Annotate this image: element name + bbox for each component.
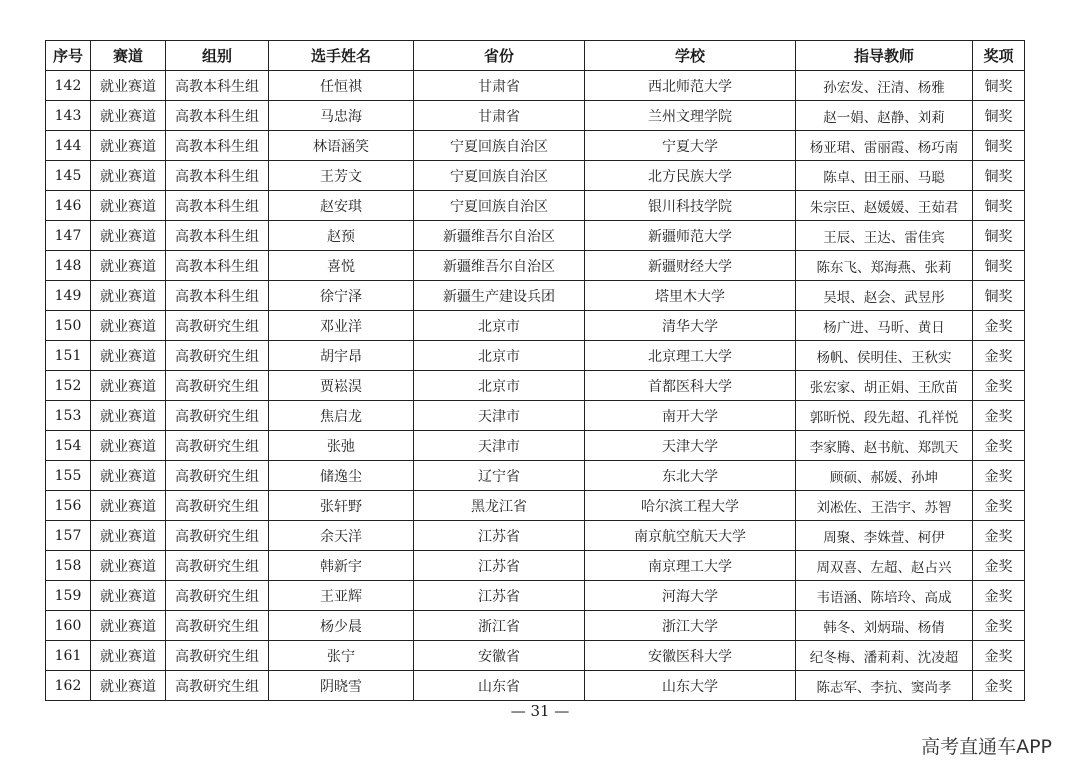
cell-contestant: 王芳文 (269, 161, 414, 191)
cell-school: 浙江大学 (585, 611, 796, 641)
table-header-row (46, 41, 1025, 71)
cell-school: 新疆师范大学 (585, 221, 796, 251)
cell-track: 就业赛道 (91, 461, 166, 491)
cell-province: 江苏省 (414, 521, 585, 551)
cell-track: 就业赛道 (91, 671, 166, 701)
cell-contestant: 韩新宇 (269, 551, 414, 581)
cell-index: 142 (46, 71, 91, 101)
table-row (46, 251, 1025, 281)
cell-province: 甘肃省 (414, 71, 585, 101)
cell-contestant: 胡宇昂 (269, 341, 414, 371)
cell-province: 新疆维吾尔自治区 (414, 221, 585, 251)
cell-contestant: 赵安琪 (269, 191, 414, 221)
table-row (46, 521, 1025, 551)
cell-group: 高教研究生组 (166, 521, 269, 551)
table-row (46, 371, 1025, 401)
table-row (46, 581, 1025, 611)
cell-group: 高教研究生组 (166, 311, 269, 341)
cell-index: 158 (46, 551, 91, 581)
table-row (46, 431, 1025, 461)
cell-school: 宁夏大学 (585, 131, 796, 161)
cell-province: 山东省 (414, 671, 585, 701)
cell-school: 兰州文理学院 (585, 101, 796, 131)
cell-index: 154 (46, 431, 91, 461)
cell-index: 143 (46, 101, 91, 131)
watermark-text: 高考直通车APP (921, 736, 1052, 758)
cell-award: 铜奖 (973, 191, 1025, 221)
table-row (46, 341, 1025, 371)
cell-track: 就业赛道 (91, 251, 166, 281)
cell-track: 就业赛道 (91, 221, 166, 251)
cell-school: 首都医科大学 (585, 371, 796, 401)
cell-track: 就业赛道 (91, 71, 166, 101)
cell-school: 东北大学 (585, 461, 796, 491)
cell-province: 安徽省 (414, 641, 585, 671)
cell-advisors: 郭昕悦、段先超、孔祥悦 (796, 401, 973, 431)
cell-group: 高教研究生组 (166, 401, 269, 431)
cell-group: 高教研究生组 (166, 671, 269, 701)
cell-advisors: 纪冬梅、潘莉莉、沈凌超 (796, 641, 973, 671)
cell-index: 155 (46, 461, 91, 491)
cell-index: 162 (46, 671, 91, 701)
cell-province: 北京市 (414, 371, 585, 401)
cell-index: 150 (46, 311, 91, 341)
cell-province: 新疆生产建设兵团 (414, 281, 585, 311)
cell-track: 就业赛道 (91, 521, 166, 551)
cell-index: 146 (46, 191, 91, 221)
cell-advisors: 陈卓、田王丽、马聪 (796, 161, 973, 191)
cell-index: 144 (46, 131, 91, 161)
cell-school: 塔里木大学 (585, 281, 796, 311)
cell-province: 天津市 (414, 431, 585, 461)
table-row (46, 551, 1025, 581)
cell-group: 高教本科生组 (166, 161, 269, 191)
cell-group: 高教本科生组 (166, 71, 269, 101)
cell-contestant: 林语涵笑 (269, 131, 414, 161)
cell-advisors: 周双喜、左超、赵占兴 (796, 551, 973, 581)
page-number: — 31 — (510, 702, 570, 720)
cell-province: 新疆维吾尔自治区 (414, 251, 585, 281)
cell-track: 就业赛道 (91, 311, 166, 341)
header-index: 序号 (46, 41, 91, 71)
cell-group: 高教研究生组 (166, 611, 269, 641)
cell-group: 高教研究生组 (166, 431, 269, 461)
cell-award: 金奖 (973, 641, 1025, 671)
cell-contestant: 任恒祺 (269, 71, 414, 101)
cell-contestant: 徐宁泽 (269, 281, 414, 311)
cell-advisors: 陈志军、李抗、窦尚孝 (796, 671, 973, 701)
header-advisors: 指导教师 (796, 41, 973, 71)
cell-track: 就业赛道 (91, 611, 166, 641)
cell-group: 高教研究生组 (166, 491, 269, 521)
cell-province: 辽宁省 (414, 461, 585, 491)
cell-track: 就业赛道 (91, 341, 166, 371)
cell-index: 160 (46, 611, 91, 641)
cell-province: 北京市 (414, 311, 585, 341)
header-award: 奖项 (973, 41, 1025, 71)
cell-province: 江苏省 (414, 581, 585, 611)
cell-contestant: 张宁 (269, 641, 414, 671)
cell-award: 金奖 (973, 371, 1025, 401)
cell-contestant: 余天洋 (269, 521, 414, 551)
cell-school: 新疆财经大学 (585, 251, 796, 281)
table-row (46, 671, 1025, 701)
cell-index: 151 (46, 341, 91, 371)
cell-school: 南京航空航天大学 (585, 521, 796, 551)
cell-advisors: 李家腾、赵书航、郑凯天 (796, 431, 973, 461)
cell-track: 就业赛道 (91, 401, 166, 431)
table-row (46, 611, 1025, 641)
cell-award: 金奖 (973, 311, 1025, 341)
cell-award: 金奖 (973, 401, 1025, 431)
cell-group: 高教本科生组 (166, 191, 269, 221)
cell-award: 金奖 (973, 551, 1025, 581)
cell-group: 高教研究生组 (166, 641, 269, 671)
cell-award: 金奖 (973, 461, 1025, 491)
cell-advisors: 周聚、李姝萱、柯伊 (796, 521, 973, 551)
table-row (46, 311, 1025, 341)
cell-track: 就业赛道 (91, 131, 166, 161)
cell-award: 金奖 (973, 341, 1025, 371)
cell-award: 铜奖 (973, 221, 1025, 251)
cell-advisors: 王辰、王达、雷佳宾 (796, 221, 973, 251)
cell-track: 就业赛道 (91, 491, 166, 521)
cell-contestant: 赵预 (269, 221, 414, 251)
cell-province: 宁夏回族自治区 (414, 161, 585, 191)
cell-school: 清华大学 (585, 311, 796, 341)
cell-advisors: 孙宏发、汪清、杨雅 (796, 71, 973, 101)
cell-advisors: 杨帆、侯明佳、王秋实 (796, 341, 973, 371)
header-track: 赛道 (91, 41, 166, 71)
cell-track: 就业赛道 (91, 101, 166, 131)
table-row (46, 461, 1025, 491)
cell-contestant: 贾崧淏 (269, 371, 414, 401)
cell-award: 铜奖 (973, 101, 1025, 131)
cell-school: 哈尔滨工程大学 (585, 491, 796, 521)
table-row (46, 491, 1025, 521)
cell-contestant: 喜悦 (269, 251, 414, 281)
cell-track: 就业赛道 (91, 551, 166, 581)
cell-award: 金奖 (973, 581, 1025, 611)
cell-track: 就业赛道 (91, 161, 166, 191)
cell-advisors: 韦语涵、陈培玲、高成 (796, 581, 973, 611)
cell-track: 就业赛道 (91, 641, 166, 671)
cell-province: 浙江省 (414, 611, 585, 641)
cell-school: 天津大学 (585, 431, 796, 461)
cell-index: 157 (46, 521, 91, 551)
table-row (46, 401, 1025, 431)
header-province: 省份 (414, 41, 585, 71)
cell-contestant: 张弛 (269, 431, 414, 461)
cell-school: 银川科技学院 (585, 191, 796, 221)
cell-school: 北京理工大学 (585, 341, 796, 371)
cell-group: 高教本科生组 (166, 131, 269, 161)
cell-school: 南开大学 (585, 401, 796, 431)
cell-advisors: 赵一娟、赵静、刘莉 (796, 101, 973, 131)
cell-group: 高教本科生组 (166, 281, 269, 311)
cell-contestant: 杨少晨 (269, 611, 414, 641)
table-row (46, 101, 1025, 131)
cell-school: 河海大学 (585, 581, 796, 611)
cell-index: 149 (46, 281, 91, 311)
cell-track: 就业赛道 (91, 371, 166, 401)
cell-award: 铜奖 (973, 71, 1025, 101)
cell-school: 南京理工大学 (585, 551, 796, 581)
cell-group: 高教研究生组 (166, 341, 269, 371)
table-row (46, 281, 1025, 311)
cell-contestant: 储逸尘 (269, 461, 414, 491)
table-row (46, 641, 1025, 671)
cell-award: 铜奖 (973, 161, 1025, 191)
cell-contestant: 阴晓雪 (269, 671, 414, 701)
cell-group: 高教研究生组 (166, 371, 269, 401)
cell-advisors: 陈东飞、郑海燕、张莉 (796, 251, 973, 281)
cell-province: 宁夏回族自治区 (414, 191, 585, 221)
cell-index: 156 (46, 491, 91, 521)
cell-index: 145 (46, 161, 91, 191)
table-row (46, 161, 1025, 191)
cell-award: 铜奖 (973, 131, 1025, 161)
cell-track: 就业赛道 (91, 281, 166, 311)
table-body (46, 71, 1025, 701)
cell-index: 152 (46, 371, 91, 401)
cell-contestant: 张轩野 (269, 491, 414, 521)
cell-school: 北方民族大学 (585, 161, 796, 191)
cell-contestant: 焦启龙 (269, 401, 414, 431)
cell-province: 宁夏回族自治区 (414, 131, 585, 161)
cell-group: 高教本科生组 (166, 101, 269, 131)
cell-school: 西北师范大学 (585, 71, 796, 101)
cell-contestant: 王亚辉 (269, 581, 414, 611)
cell-advisors: 韩冬、刘炳瑞、杨倩 (796, 611, 973, 641)
cell-advisors: 朱宗臣、赵媛媛、王茹君 (796, 191, 973, 221)
cell-track: 就业赛道 (91, 431, 166, 461)
cell-contestant: 马忠海 (269, 101, 414, 131)
cell-province: 黑龙江省 (414, 491, 585, 521)
cell-school: 山东大学 (585, 671, 796, 701)
cell-award: 金奖 (973, 431, 1025, 461)
cell-index: 148 (46, 251, 91, 281)
table-row (46, 221, 1025, 251)
award-roster-table (45, 40, 1025, 701)
cell-track: 就业赛道 (91, 191, 166, 221)
cell-advisors: 杨亚珺、雷丽霞、杨巧南 (796, 131, 973, 161)
cell-province: 北京市 (414, 341, 585, 371)
cell-index: 161 (46, 641, 91, 671)
cell-advisors: 顾硕、郝媛、孙坤 (796, 461, 973, 491)
cell-province: 天津市 (414, 401, 585, 431)
cell-award: 金奖 (973, 671, 1025, 701)
header-school: 学校 (585, 41, 796, 71)
header-group: 组别 (166, 41, 269, 71)
header-contestant: 选手姓名 (269, 41, 414, 71)
cell-contestant: 邓业洋 (269, 311, 414, 341)
cell-province: 江苏省 (414, 551, 585, 581)
cell-advisors: 刘凇佐、王浩宇、苏智 (796, 491, 973, 521)
cell-award: 金奖 (973, 611, 1025, 641)
cell-advisors: 杨广进、马昕、黄日 (796, 311, 973, 341)
cell-province: 甘肃省 (414, 101, 585, 131)
cell-award: 铜奖 (973, 251, 1025, 281)
cell-group: 高教本科生组 (166, 221, 269, 251)
cell-award: 金奖 (973, 491, 1025, 521)
cell-advisors: 吴垠、赵会、武昱彤 (796, 281, 973, 311)
cell-index: 159 (46, 581, 91, 611)
cell-group: 高教本科生组 (166, 251, 269, 281)
cell-award: 金奖 (973, 521, 1025, 551)
cell-school: 安徽医科大学 (585, 641, 796, 671)
cell-group: 高教研究生组 (166, 461, 269, 491)
cell-award: 铜奖 (973, 281, 1025, 311)
cell-group: 高教研究生组 (166, 581, 269, 611)
cell-track: 就业赛道 (91, 581, 166, 611)
cell-index: 147 (46, 221, 91, 251)
table-row (46, 191, 1025, 221)
cell-index: 153 (46, 401, 91, 431)
table-row (46, 131, 1025, 161)
cell-advisors: 张宏家、胡正娟、王欣苗 (796, 371, 973, 401)
table-row (46, 71, 1025, 101)
cell-group: 高教研究生组 (166, 551, 269, 581)
